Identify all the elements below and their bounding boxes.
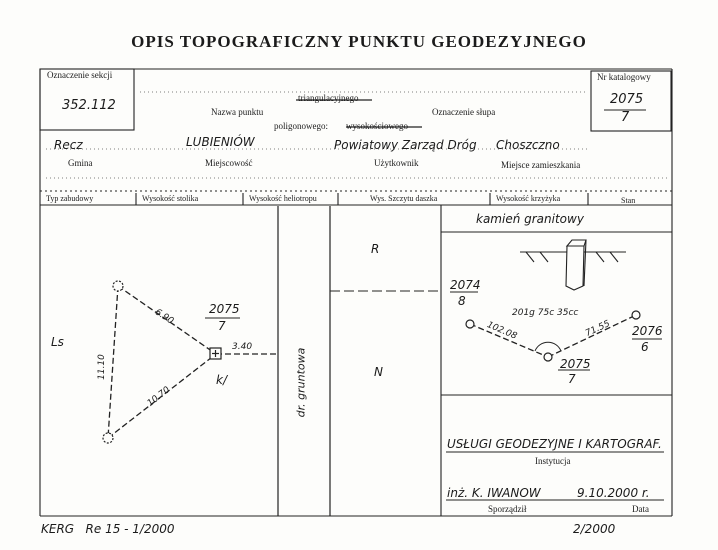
uzytkownik-value: Powiatowy Zarząd Dróg	[334, 138, 477, 152]
triangle-sketch	[108, 286, 276, 438]
gmina-label: Gmina	[68, 158, 93, 168]
sketch-point-number: 2075	[209, 302, 240, 316]
stone-right-number: 2076	[632, 324, 663, 338]
point-2075-icon	[544, 353, 552, 361]
ls-label: Ls	[51, 335, 64, 349]
region-r: R	[371, 242, 380, 256]
author-name: inż. K. IWANOW	[447, 486, 541, 500]
col-heliotropu: Wysokość heliotropu	[249, 194, 317, 203]
marker-label: k/	[216, 373, 227, 387]
col-stolika: Wysokość stolika	[142, 194, 199, 203]
miejscowosc-label: Miejscowość	[205, 158, 253, 168]
stone-right-sub: 6	[641, 340, 649, 354]
zamieszkania-value: Choszczno	[496, 138, 560, 152]
road-label: dr. gruntowa	[294, 347, 308, 418]
stone-center-sub: 7	[568, 372, 576, 386]
region-n: N	[374, 365, 383, 379]
stone-title: kamień granitowy	[476, 212, 584, 226]
col-krzyzyka: Wysokość krzyżyka	[496, 194, 561, 203]
distance-top: 6.90	[152, 307, 176, 327]
institution-label: Instytucja	[535, 456, 571, 466]
footer-right: 2/2000	[573, 522, 616, 536]
date-label: Data	[632, 504, 649, 514]
gmina-value: Recz	[54, 138, 83, 152]
col-typ: Typ zabudowy	[46, 194, 94, 203]
institution-name: USŁUGI GEODEZYJNE I KARTOGRAF.	[447, 437, 662, 451]
page-title: OPIS TOPOGRAFICZNY PUNKTU GEODEZYJNEGO	[131, 32, 587, 51]
point-name-value: triangulacyjnego	[298, 93, 359, 103]
distance-right: 3.40	[232, 342, 253, 352]
col-szczytu: Wys. Szczytu daszka	[370, 194, 438, 203]
stone-dist-left: 102.08	[485, 320, 519, 342]
poly-value: wysokościowego	[346, 121, 408, 131]
section-value: 352.112	[62, 98, 116, 113]
distance-bottom: 10.70	[145, 385, 173, 409]
zamieszkania-label: Miejsce zamieszkania	[501, 160, 581, 170]
section-label: Oznaczenie sekcji	[47, 70, 113, 80]
distance-left: 11.10	[96, 354, 107, 380]
poly-label: poligonowego:	[274, 121, 328, 131]
stone-left-sub: 8	[458, 294, 466, 308]
catalog-sub: 7	[621, 110, 630, 125]
catalog-number: 2075	[610, 92, 644, 107]
post-label: Oznaczenie słupa	[432, 107, 496, 117]
col-stan: Stan	[621, 196, 636, 205]
miejscowosc-value: LUBIENIÓW	[186, 135, 255, 149]
catalog-label: Nr katalogowy	[597, 72, 651, 82]
author-label: Sporządził	[488, 504, 527, 514]
sketch-point-sub: 7	[218, 319, 226, 333]
stone-center-number: 2075	[560, 357, 591, 371]
author-date: 9.10.2000 r.	[577, 486, 650, 500]
point-2076-icon	[632, 311, 640, 319]
witness-point-bottom	[103, 433, 113, 443]
point-name-label: Nazwa punktu	[211, 107, 264, 117]
stone-angle: 201g 75c 35cc	[512, 308, 579, 318]
witness-point-top	[113, 281, 123, 291]
stone-diagram	[520, 240, 626, 290]
stone-dist-right: 71.55	[584, 319, 612, 339]
footer-left: KERG Re 15 - 1/2000	[41, 522, 175, 536]
uzytkownik-label: Użytkownik	[374, 158, 419, 168]
point-2074-icon	[466, 320, 474, 328]
stone-left-number: 2074	[450, 278, 481, 292]
